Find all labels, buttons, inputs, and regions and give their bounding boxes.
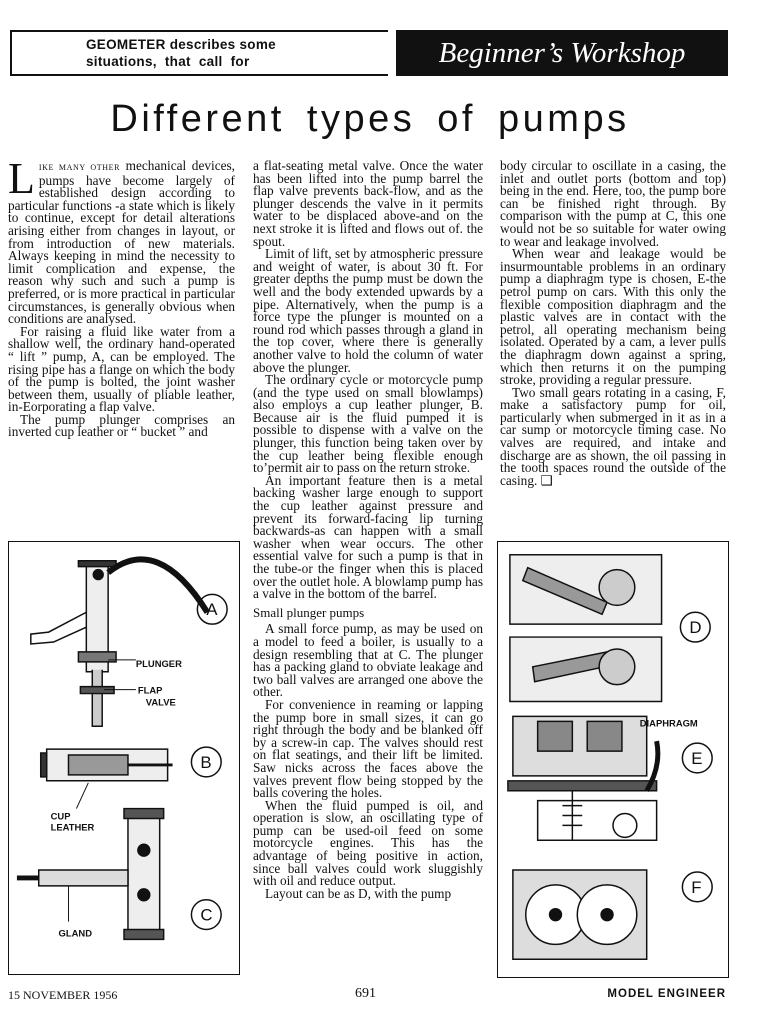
- label-b: B: [200, 752, 212, 772]
- paragraph: a flat-seating metal valve. Once the water has been lifted into the pump barrel the flap valve prevents back-flow, and as the plunger descends the valve in it permits water to be displaced above-and on the next stroke it is lifted and flows out of. the spout.: [253, 158, 483, 249]
- footer-date: 15 NOVEMBER 1956: [8, 988, 118, 1002]
- label-c: C: [200, 905, 213, 925]
- column-1: [8, 154, 235, 440]
- subheading: Small plunger pumps: [253, 604, 365, 620]
- paragraph: [8, 154, 235, 327]
- header-line-1: GEOMETER describes some: [86, 37, 276, 52]
- header-box: [10, 30, 388, 76]
- label-a: A: [206, 600, 218, 620]
- paragraph: The ordinary cycle or motorcycle pump (and the type used on small blowlamps) also employs a cup leather plunger, B. Because air is the fluid pumped it is possible to dispense with a valve on the plunger, this function being taken over by the cup leather being flexible enough to’permit air to pass on the return stroke.: [253, 372, 483, 476]
- small-caps-lead: IKE MANY OTHER: [38, 163, 121, 172]
- label-valve: VALVE: [145, 696, 176, 708]
- series-title: Beginner’s Workshop: [396, 30, 728, 76]
- paragraph: The pump plunger comprises an inverted cup leather or “ bucket ” and: [8, 411, 235, 440]
- column-3: [500, 160, 726, 487]
- pump-diagram-def: [498, 542, 728, 977]
- paragraph: An important feature then is a metal backing washer large enough to support the cup leather against pressure and prevent its forward-facing lip turning backwards-as can happen with a small washer when wear occurs. The other essential valve for such a pump is that in the tube-or the finger when this is placed over the outlet hole. A blowlamp pump has a valve in the bottom of the barrel.: [253, 472, 483, 602]
- label-diaphragm: DIAPHRAGM: [639, 717, 698, 729]
- label-f: F: [691, 877, 702, 897]
- page-number: 691: [355, 986, 376, 1001]
- figure-pumps-d-e-f: [497, 541, 729, 978]
- label-d: D: [689, 618, 702, 638]
- paragraph: When the fluid pumped is oil, and operation is slow, an oscillating type of pump can be used-oil feed on some motorcycle engines. This has the advantage of being positive in action, since ball valves could work sluggishly with oil and reduce output.: [253, 797, 483, 889]
- label-gland: GLAND: [58, 927, 93, 939]
- paragraph: [500, 384, 726, 488]
- label-cup: CUP: [50, 810, 71, 822]
- paragraph: Layout can be as D, with the pump: [265, 885, 452, 901]
- column-2: [253, 160, 483, 900]
- header-line-2: situations, that call for: [86, 54, 250, 69]
- paragraph: When wear and leakage would be insurmountable problems in an ordinary pump a diaphragm type is chosen, E-the petrol pump on cars. With this only the flexible composition diaphragm and the plastic valves are in contact with the petrol, all operating mechanism being isolated. Operated by a cam, a lever pulls the diaphragm down against a spring, which then returns it on the pumping stroke, providing a regular pressure.: [500, 246, 726, 388]
- magazine-name: MODEL ENGINEER: [607, 988, 726, 1000]
- label-flap: FLAP: [137, 684, 163, 696]
- paragraph-text: Two small gears rotating in a casing, F, make a satisfactory pump for oil, particularly when submerged in it as in a car sump or motorcycle timing case. No valves are required, and intake and discharge are as shown, the oil passing in the tooth spaces round the outside of the casing.: [500, 384, 726, 488]
- paragraph: body circular to oscillate in a casing, the inlet and outlet ports (bottom and top) being in the end. Here, too, the pump bore can be finished right through. By comparison with the pump at C, this one would not be so suitable for water owing to wear and leakage involved.: [500, 158, 726, 249]
- paragraph: A small force pump, as may be used on a model to feed a boiler, is usually to a design resembling that at C. The plunger has a packing gland to obviate leakage and two ball valves are arranged one above the other.: [253, 621, 483, 700]
- paragraph: Limit of lift, set by atmospheric pressure and weight of water, is about 30 ft. For greater depths the pump must be down the well and the body extended upwards by a pipe. Alternatively, when the pump is a force type the plunger is mounted on a round rod which passes through a gland in the top cover, where there is generally another valve to hold the column of water above the plunger.: [253, 246, 483, 375]
- pump-diagram-abc: [9, 542, 239, 974]
- figure-pumps-a-b-c: [8, 541, 240, 975]
- label-plunger: PLUNGER: [135, 657, 182, 669]
- drop-cap: L: [8, 154, 35, 203]
- paragraph: For raising a fluid like water from a shallow well, the ordinary hand-operated “ lift ” pump, A, can be employed. The rising pipe has a flange on which the body of the pump is bolted, the joint washer between them, usually of pliable leather, in-Eorporating a flap valve.: [8, 323, 235, 415]
- article-title: Different types of pumps: [110, 98, 630, 140]
- label-leather: LEATHER: [50, 821, 95, 833]
- paragraph-text: mechanical devices, pumps have become largely of established design according to particular functions -a state which is likely to continue, except for detail alterations arising either from changes in layout, or from introduction of new materials. Always keeping in mind the necessity to limit complication and expense, the reason why such and such a pump is preferred, or is more practical in particular circumstances, is generally obvious when conditions are analysed.: [8, 158, 235, 327]
- paragraph: For convenience in reaming or lapping the pump bore in small sizes, it can go right through the body and be blanked off by a screw-in cap. The valves should rest on flat seatings, and their lift be limited. Saw nicks across the faces above the valves prevent flow being stopped by the balls covering the holes.: [253, 696, 483, 801]
- header: [10, 30, 728, 76]
- end-mark: ❑: [540, 472, 553, 488]
- label-e: E: [691, 748, 703, 768]
